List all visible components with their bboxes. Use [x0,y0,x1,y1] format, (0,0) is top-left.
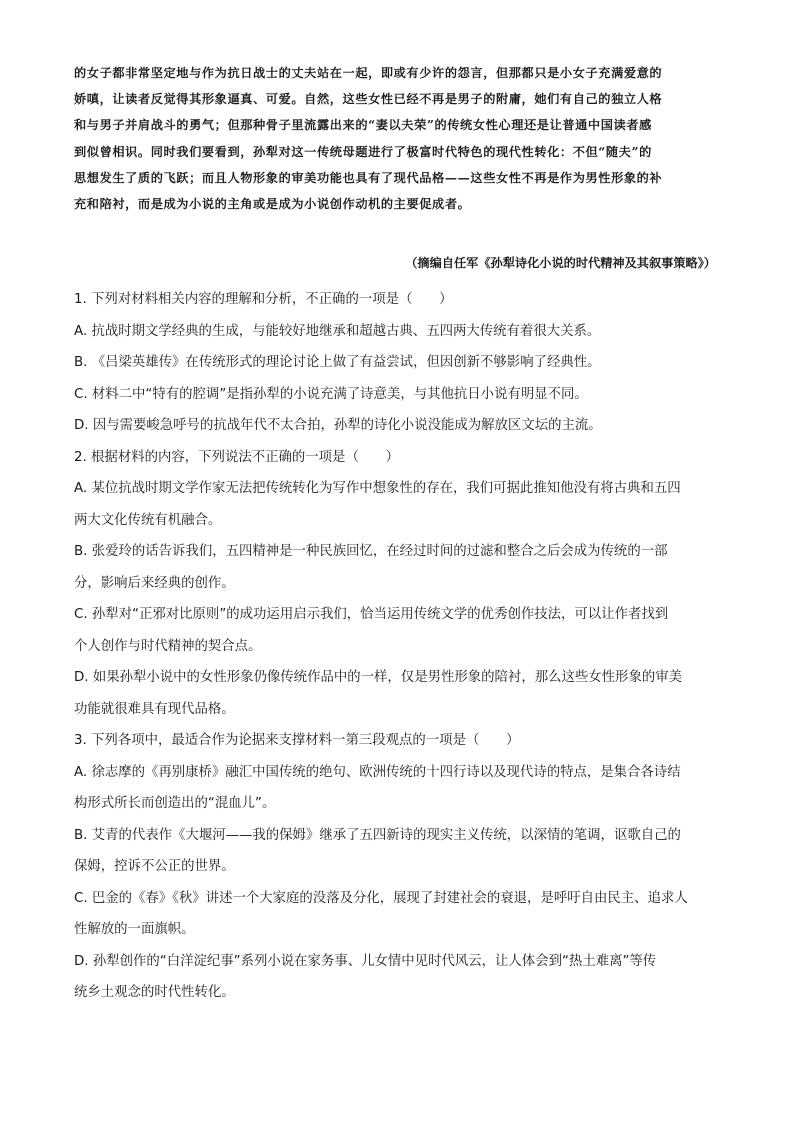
question-stem: 2. 根据材料的内容，下列说法不正确的一项是（ ） [74,449,400,465]
question-option-cont: 个人创作与时代精神的契合点。 [74,638,262,654]
question-option: A. 某位抗战时期文学作家无法把传统转化为写作中想象性的存在，我们可据此推知他没有将古典和五四 [74,481,681,496]
excerpt-paragraph [74,60,724,217]
question-option: C. 材料二中“特有的腔调”是指孙犁的小说充满了诗意美，与其他抗日小说有明显不同。 [74,386,588,402]
excerpt-line: 到似曾相识。同时我们要看到，孙犁对这一传统母题进行了极富时代特色的现代性转化：不但“随夫”的 [74,144,652,159]
excerpt-line: 思想发生了质的飞跃；而且人物形象的审美功能也具有了现代品格——这些女性不再是作为男性形象的补 [74,170,663,185]
source-citation: （摘编自任军《孙犁诗化小说的时代精神及其叙事策略》） [405,256,716,270]
question-option: B. 艾青的代表作《大堰河——我的保姆》继承了五四新诗的现实主义传统，以深情的笔调，讴歌自己的 [74,827,681,843]
question-option: D. 因与需要峻急呼号的抗战年代不太合拍，孙犁的诗化小说没能成为解放区文坛的主流。 [74,418,602,433]
question-option-cont: 功能就很难具有现代品格。 [74,701,235,717]
excerpt-line: 的女子都非常坚定地与作为抗日战士的丈夫站在一起，即或有少许的怨言，但那都只是小女子充满爱意的 [74,66,663,80]
question-stem: 1. 下列对材料相关内容的理解和分析，不正确的一项是（ ） [74,292,453,307]
question-option-cont: 构形式所长而创造出的“混血儿”。 [74,796,276,811]
question-list [74,284,724,1009]
question-option: D. 如果孙犁小说中的女性形象仍像传统作品中的一样，仅是男性形象的陪衬，那么这些女性形象的审美 [74,670,683,685]
question-option-cont: 统乡土观念的时代性转化。 [74,985,235,1000]
question-option: A. 抗战时期文学经典的生成，与能较好地继承和超越古典、五四两大传统有着很大关系。 [74,323,601,339]
excerpt-line: 和与男子并肩战斗的勇气；但那种骨子里流露出来的“妻以夫荣”的传统女性心理还是让普通中国读者感 [74,118,652,133]
question-option-cont: 性解放的一面旗帜。 [74,922,195,937]
question-option: D. 孙犁创作的“白洋淀纪事”系列小说在家务事、儿女情中见时代风云，让人体会到“热土难离”等传 [74,953,657,969]
question-option: C. 巴金的《春》《秋》讲述一个大家庭的没落及分化，展现了封建社会的衰退，是呼吁自由民主、追求人 [74,890,688,906]
question-option: B. 张爱玲的话告诉我们，五四精神是一种民族回忆，在经过时间的过滤和整合之后会成为传统的一部 [74,544,668,559]
question-option-cont: 两大文化传统有机融合。 [74,512,222,528]
excerpt-line: 娇嗔，让读者反觉得其形象逼真、可爱。自然，这些女性已经不再是男子的附庸，她们有自己的独立人格 [74,92,663,107]
question-option: C. 孙犁对“正邪对比原则”的成功运用启示我们，恰当运用传统文学的优秀创作技法，可以让作者找到 [74,607,669,622]
question-stem: 3. 下列各项中，最适合作为论据来支撑材料一第三段观点的一项是（ ） [74,733,520,748]
excerpt-line: 充和陪衬，而是成为小说的主角或是成为小说创作动机的主要促成者。 [74,196,471,211]
question-option: A. 徐志摩的《再别康桥》融汇中国传统的绝句、欧洲传统的十四行诗以及现代诗的特点，是集合各诗结 [74,764,681,780]
question-option-cont: 保姆，控诉不公正的世界。 [74,859,235,874]
question-option: B. 《吕梁英雄传》在传统形式的理论讨论上做了有益尝试，但因创新不够影响了经典性。 [74,355,601,370]
question-option-cont: 分，影响后来经典的创作。 [74,575,235,591]
